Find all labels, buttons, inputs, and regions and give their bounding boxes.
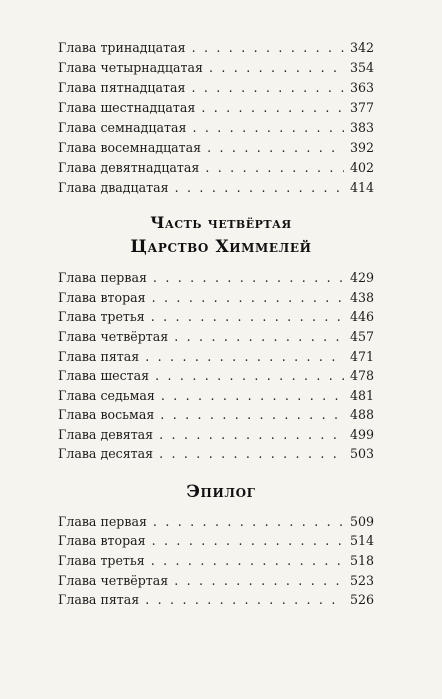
dot-leader bbox=[151, 307, 344, 327]
toc-entry bbox=[58, 158, 374, 178]
toc-entry bbox=[58, 571, 374, 591]
dot-leader bbox=[201, 98, 344, 118]
toc-entry bbox=[58, 531, 374, 551]
chapter-title: Глава девятая bbox=[58, 427, 154, 442]
page-number: 414 bbox=[349, 180, 374, 195]
toc-entry bbox=[58, 590, 374, 610]
dot-leader bbox=[191, 78, 344, 98]
chapter-title: Глава вторая bbox=[58, 290, 146, 305]
page-number: 488 bbox=[349, 407, 374, 422]
chapter-title: Глава пятая bbox=[58, 349, 140, 364]
dot-leader bbox=[152, 288, 344, 308]
dot-leader bbox=[175, 178, 344, 198]
page-number: 523 bbox=[349, 573, 374, 588]
page-number: 342 bbox=[349, 40, 374, 55]
part-title: Царство Химмелей bbox=[130, 237, 312, 257]
toc-entry bbox=[58, 307, 374, 327]
dot-leader bbox=[207, 138, 344, 158]
page-number: 402 bbox=[349, 160, 374, 175]
chapter-title: Глава шестнадцатая bbox=[58, 100, 196, 115]
chapter-title: Глава семнадцатая bbox=[58, 120, 187, 135]
chapter-title: Глава четырнадцатая bbox=[58, 60, 203, 75]
dot-leader bbox=[155, 366, 344, 386]
dot-leader bbox=[145, 590, 344, 610]
chapter-title: Глава четвёртая bbox=[58, 329, 169, 344]
chapter-title: Глава четвёртая bbox=[58, 573, 169, 588]
chapter-title: Глава десятая bbox=[58, 446, 154, 461]
epilogue-title: Эпилог bbox=[186, 482, 256, 502]
chapter-title: Глава первая bbox=[58, 514, 147, 529]
toc-entry bbox=[58, 405, 374, 425]
page-number: 383 bbox=[349, 120, 374, 135]
dot-leader bbox=[153, 512, 344, 532]
toc-entry bbox=[58, 425, 374, 445]
dot-leader bbox=[209, 58, 344, 78]
page-number: 509 bbox=[349, 514, 374, 529]
page-number: 503 bbox=[349, 446, 374, 461]
dot-leader bbox=[159, 425, 344, 445]
dot-leader bbox=[174, 327, 344, 347]
chapter-title: Глава третья bbox=[58, 553, 145, 568]
chapter-title: Глава первая bbox=[58, 270, 147, 285]
toc-entry bbox=[58, 512, 374, 532]
page-number: 526 bbox=[349, 592, 374, 607]
chapter-title: Глава тринадцатая bbox=[58, 40, 186, 55]
chapter-title: Глава восьмая bbox=[58, 407, 155, 422]
toc-entry bbox=[58, 118, 374, 138]
chapter-title: Глава девятнадцатая bbox=[58, 160, 200, 175]
toc-entry bbox=[58, 98, 374, 118]
toc-entry bbox=[58, 366, 374, 386]
chapter-title: Глава вторая bbox=[58, 533, 146, 548]
toc-entry bbox=[58, 38, 374, 58]
dot-leader bbox=[192, 118, 344, 138]
page-number: 354 bbox=[349, 60, 374, 75]
dot-leader bbox=[159, 444, 344, 464]
toc-entry bbox=[58, 386, 374, 406]
toc-entry bbox=[58, 327, 374, 347]
page-number: 481 bbox=[349, 388, 374, 403]
page-number: 478 bbox=[349, 368, 374, 383]
chapter-title: Глава пятнадцатая bbox=[58, 80, 186, 95]
page-number: 471 bbox=[349, 349, 374, 364]
toc-entry bbox=[58, 138, 374, 158]
toc-entry bbox=[58, 444, 374, 464]
page-number: 363 bbox=[349, 80, 374, 95]
page-number: 438 bbox=[349, 290, 374, 305]
dot-leader bbox=[205, 158, 344, 178]
toc-entry bbox=[58, 178, 374, 198]
toc-entry bbox=[58, 551, 374, 571]
page-number: 392 bbox=[349, 140, 374, 155]
dot-leader bbox=[192, 38, 344, 58]
page-number: 429 bbox=[349, 270, 374, 285]
page-number: 446 bbox=[349, 309, 374, 324]
dot-leader bbox=[152, 531, 344, 551]
dot-leader bbox=[161, 386, 344, 406]
chapter-title: Глава пятая bbox=[58, 592, 140, 607]
chapter-title: Глава восемнадцатая bbox=[58, 140, 202, 155]
chapter-title: Глава двадцатая bbox=[58, 180, 169, 195]
page-number: 518 bbox=[349, 553, 374, 568]
toc-entry bbox=[58, 58, 374, 78]
dot-leader bbox=[151, 551, 344, 571]
dot-leader bbox=[145, 347, 344, 367]
chapter-title: Глава третья bbox=[58, 309, 145, 324]
page-number: 457 bbox=[349, 329, 374, 344]
toc-entry bbox=[58, 268, 374, 288]
toc-entry bbox=[58, 78, 374, 98]
chapter-title: Глава седьмая bbox=[58, 388, 155, 403]
page-number: 377 bbox=[349, 100, 374, 115]
dot-leader bbox=[153, 268, 344, 288]
dot-leader bbox=[160, 405, 344, 425]
chapter-title: Глава шестая bbox=[58, 368, 150, 383]
part-label: Часть четвёртая bbox=[150, 213, 292, 232]
dot-leader bbox=[174, 571, 344, 591]
page-number: 514 bbox=[349, 533, 374, 548]
toc-entry bbox=[58, 288, 374, 308]
page-number: 499 bbox=[349, 427, 374, 442]
toc-entry bbox=[58, 347, 374, 367]
